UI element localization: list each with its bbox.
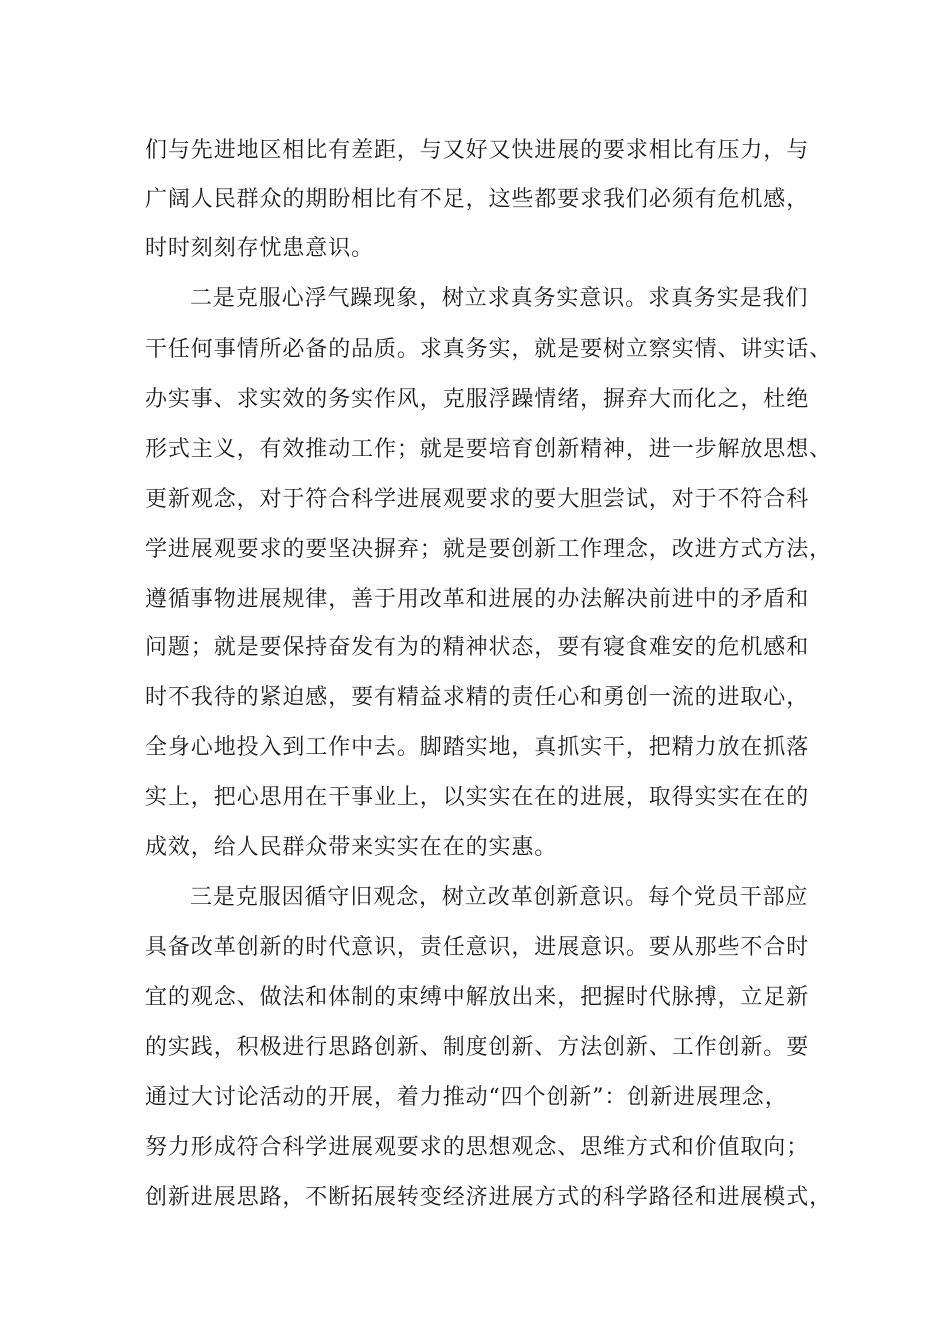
paragraph-start-line: 三是克服因循守旧观念，树立改革创新意识。每个党员干部应	[190, 885, 809, 910]
text-line: 形式主义，有效推动工作；就是要培育创新精神，进一步解放思想、	[145, 437, 833, 462]
text-line: 宜的观念、做法和体制的束缚中解放出来，把握时代脉搏，立足新	[145, 985, 810, 1010]
text-line: 的实践，积极进行思路创新、制度创新、方法创新、工作创新。要	[145, 1035, 810, 1060]
text-line: 干任何事情所必备的品质。求真务实，就是要树立察实情、讲实话、	[145, 337, 833, 362]
text-line: 成效，给人民群众带来实实在在的实惠。	[145, 835, 558, 860]
text-line: 问题；就是要保持奋发有为的精神状态，要有寝食难安的危机感和	[145, 635, 810, 660]
text-line: 办实事、求实效的务实作风，克服浮躁情绪，摒弃大而化之，杜绝	[145, 387, 810, 412]
text-line: 们与先进地区相比有差距，与又好又快进展的要求相比有压力，与	[145, 138, 810, 163]
text-line: 创新进展思路，不断拓展转变经济进展方式的科学路径和进展模式，	[145, 1185, 833, 1210]
text-line: 时时刻刻存忧患意识。	[145, 236, 375, 261]
text-line: 努力形成符合科学进展观要求的思想观念、思维方式和价值取向；	[145, 1135, 810, 1160]
text-line: 具备改革创新的时代意识，责任意识，进展意识。要从那些不合时	[145, 935, 810, 960]
text-line: 通过大讨论活动的开展，着力推动“四个创新”：创新进展理念，	[145, 1085, 788, 1110]
text-line: 学进展观要求的要坚决摒弃；就是要创新工作理念，改进方式方法，	[145, 537, 833, 562]
paragraph-start-line: 二是克服心浮气躁现象，树立求真务实意识。求真务实是我们	[190, 286, 809, 311]
text-line: 遵循事物进展规律，善于用改革和进展的办法解决前进中的矛盾和	[145, 587, 810, 612]
text-line: 实上，把心思用在干事业上，以实实在在的进展，取得实实在在的	[145, 785, 810, 810]
text-line: 时不我待的紧迫感，要有精益求精的责任心和勇创一流的进取心，	[145, 685, 810, 710]
text-line: 更新观念，对于符合科学进展观要求的要大胆尝试，对于不符合科	[145, 487, 810, 512]
text-line: 广阔人民群众的期盼相比有不足，这些都要求我们必须有危机感，	[145, 187, 810, 212]
text-line: 全身心地投入到工作中去。脚踏实地，真抓实干，把精力放在抓落	[145, 735, 810, 760]
